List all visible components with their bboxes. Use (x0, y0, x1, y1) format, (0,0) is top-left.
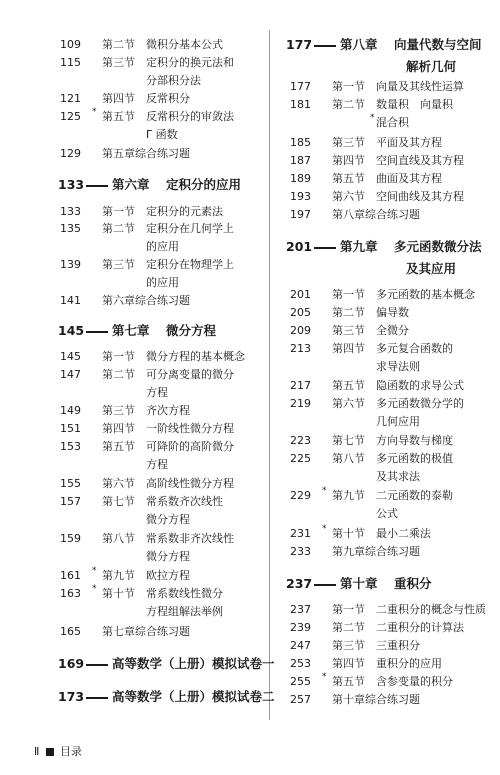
toc-section-number: 第六节 (332, 190, 365, 203)
toc-entry-title: 数量积 向量积 (376, 98, 453, 111)
chapter-page-number: 145 (58, 323, 85, 338)
toc-page-number: 201 (290, 288, 311, 301)
toc-section-number: 第三节 (102, 404, 135, 417)
chapter-label: 第七章 (112, 323, 150, 338)
chapter-label: 第十章 (340, 576, 378, 591)
toc-entry-title: 第五章综合练习题 (102, 147, 190, 160)
toc-section-number: 第六节 (102, 477, 135, 490)
toc-section-number: 第八节 (332, 452, 365, 465)
toc-entry-title: 二重积分的计算法 (376, 621, 464, 634)
toc-section-number: 第二节 (102, 38, 135, 51)
toc-section-number: 第四节 (332, 342, 365, 355)
toc-entry-title: 反常积分的审敛法 (146, 110, 234, 123)
toc-entry-title: 方程 (146, 386, 168, 399)
chapter-label: 第八章 (340, 37, 378, 52)
chapter-title: 高等数学（上册）模拟试卷二 (112, 689, 275, 704)
chapter-dash-rule (86, 697, 108, 699)
toc-entry-title: 几何应用 (376, 415, 420, 428)
footer-label: 目录 (60, 745, 82, 758)
toc-section-number: 第二节 (102, 368, 135, 381)
toc-section-number: 第五节 (332, 172, 365, 185)
toc-entry-title: 隐函数的求导公式 (376, 379, 464, 392)
toc-page-number: 145 (60, 350, 81, 363)
toc-entry-title: 三重积分 (376, 639, 420, 652)
chapter-page-number: 201 (286, 239, 313, 254)
toc-section-number: 第二节 (332, 98, 365, 111)
toc-entry-title: 最小二乘法 (376, 527, 431, 540)
toc-entry-title: 第七章综合练习题 (102, 625, 190, 638)
toc-entry-title: 方程 (146, 458, 168, 471)
toc-page-number: 163 (60, 587, 81, 600)
toc-page-number: 135 (60, 222, 81, 235)
toc-page-number: 205 (290, 306, 311, 319)
toc-entry-title: 二重积分的概念与性质 (376, 603, 486, 616)
toc-section-number: 第五节 (102, 440, 135, 453)
toc-entry-title: 第八章综合练习题 (332, 208, 420, 221)
toc-section-number: 第二节 (332, 306, 365, 319)
toc-entry-title: 偏导数 (376, 306, 409, 319)
toc-page-number: 233 (290, 545, 311, 558)
toc-entry-title: 含参变量的积分 (376, 675, 453, 688)
toc-entry-title: 微积分基本公式 (146, 38, 223, 51)
toc-page-number: 133 (60, 205, 81, 218)
toc-section-number: 第一节 (102, 350, 135, 363)
chapter-title: 微分方程 (166, 323, 217, 338)
toc-entry-title: 第九章综合练习题 (332, 545, 420, 558)
toc-entry-title: 定积分在物理学上 (146, 258, 234, 271)
toc-entry-title: 一阶线性微分方程 (146, 422, 234, 435)
chapter-page-number: 173 (58, 689, 85, 704)
toc-section-number: 第五节 (102, 110, 135, 123)
toc-page-number: 217 (290, 379, 311, 392)
toc-section-number: 第九节 (102, 569, 135, 582)
toc-page-number: 255 (290, 675, 311, 688)
chapter-dash-rule (86, 664, 108, 666)
toc-section-number: 第三节 (102, 258, 135, 271)
toc-section-number: 第四节 (332, 657, 365, 670)
toc-section-number: 第二节 (102, 222, 135, 235)
toc-entry-title: 的应用 (146, 276, 179, 289)
page-number: Ⅱ (34, 745, 40, 758)
toc-entry-title: 高阶线性微分方程 (146, 477, 234, 490)
chapter-dash-rule (314, 45, 336, 47)
toc-section-number: 第三节 (332, 136, 365, 149)
chapter-page-number: 169 (58, 656, 85, 671)
toc-page-number: 153 (60, 440, 81, 453)
toc-page-number: 185 (290, 136, 311, 149)
chapter-page-number: 133 (58, 177, 85, 192)
chapter-title: 高等数学（上册）模拟试卷一 (112, 656, 275, 671)
toc-page-number: 121 (60, 92, 81, 105)
toc-entry-title: 可降阶的高阶微分 (146, 440, 234, 453)
toc-entry-title: 定积分的元素法 (146, 205, 223, 218)
toc-entry-title: 方程组解法举例 (146, 605, 223, 618)
toc-entry-title: 反常积分 (146, 92, 190, 105)
toc-entry-title: 全微分 (376, 324, 409, 337)
toc-page-number: 139 (60, 258, 81, 271)
toc-section-number: 第八节 (102, 532, 135, 545)
toc-entry-title: 微分方程的基本概念 (146, 350, 245, 363)
toc-entry-title: 空间直线及其方程 (376, 154, 464, 167)
toc-page-number: 181 (290, 98, 311, 111)
toc-section-number: 第七节 (332, 434, 365, 447)
chapter-dash-rule (314, 584, 336, 586)
toc-section-number: 第四节 (332, 154, 365, 167)
toc-entry-title: 第六章综合练习题 (102, 294, 190, 307)
column-divider (269, 30, 270, 720)
optional-star-icon: * (92, 584, 97, 594)
toc-section-number: 第一节 (102, 205, 135, 218)
chapter-dash-rule (314, 247, 336, 249)
toc-entry-title: 定积分的换元法和 (146, 56, 234, 69)
chapter-title: 多元函数微分法 (394, 239, 482, 254)
chapter-title: 重积分 (394, 576, 432, 591)
chapter-label: 第九章 (340, 239, 378, 254)
toc-page-number: 155 (60, 477, 81, 490)
toc-section-number: 第七节 (102, 495, 135, 508)
toc-entry-title: 平面及其方程 (376, 136, 442, 149)
toc-page-number: 109 (60, 38, 81, 51)
toc-page-number: 147 (60, 368, 81, 381)
toc-section-number: 第九节 (332, 489, 365, 502)
toc-section-number: 第五节 (332, 379, 365, 392)
toc-page-number: 197 (290, 208, 311, 221)
toc-entry-title: 公式 (376, 507, 398, 520)
toc-page-number: 253 (290, 657, 311, 670)
toc-page-number: 157 (60, 495, 81, 508)
toc-page-number: 165 (60, 625, 81, 638)
toc-entry-title: 多元函数的基本概念 (376, 288, 475, 301)
chapter-label: 第六章 (112, 177, 150, 192)
toc-section-number: 第三节 (102, 56, 135, 69)
toc-entry-title: 常系数线性微分 (146, 587, 223, 600)
toc-section-number: 第三节 (332, 639, 365, 652)
toc-page-number: 237 (290, 603, 311, 616)
toc-section-number: 第十节 (102, 587, 135, 600)
toc-entry-title: 向量及其线性运算 (376, 80, 464, 93)
toc-page-number: 209 (290, 324, 311, 337)
toc-section-number: 第十节 (332, 527, 365, 540)
toc-page-number: 247 (290, 639, 311, 652)
toc-entry-title: 定积分在几何学上 (146, 222, 234, 235)
toc-page-number: 149 (60, 404, 81, 417)
chapter-page-number: 177 (286, 37, 313, 52)
toc-entry-title: 常系数非齐次线性 (146, 532, 234, 545)
optional-star-icon: * (92, 107, 97, 117)
toc-page-number: 213 (290, 342, 311, 355)
chapter-title: 向量代数与空间 (394, 37, 482, 52)
optional-star-icon: * (92, 566, 97, 576)
toc-page-number: 177 (290, 80, 311, 93)
toc-page-number: 225 (290, 452, 311, 465)
toc-entry-title: 混合积 (376, 116, 409, 129)
toc-entry-title: 分部积分法 (146, 74, 201, 87)
toc-entry-title: 重积分的应用 (376, 657, 442, 670)
toc-page-number: 161 (60, 569, 81, 582)
toc-entry-title: 求导法则 (376, 360, 420, 373)
toc-page-number: 257 (290, 693, 311, 706)
chapter-title: 定积分的应用 (166, 177, 242, 192)
toc-page-number: 229 (290, 489, 311, 502)
optional-star-icon: * (322, 486, 327, 496)
toc-page-number: 189 (290, 172, 311, 185)
toc-page-number: 125 (60, 110, 81, 123)
toc-section-number: 第五节 (332, 675, 365, 688)
toc-section-number: 第四节 (102, 92, 135, 105)
toc-entry-title: Γ 函数 (146, 128, 178, 141)
toc-entry-title: 多元函数微分学的 (376, 397, 464, 410)
chapter-dash-rule (86, 331, 108, 333)
toc-page-number: 141 (60, 294, 81, 307)
optional-star-icon: * (322, 672, 327, 682)
toc-section-number: 第一节 (332, 80, 365, 93)
toc-entry-title: 常系数齐次线性 (146, 495, 223, 508)
toc-page-number: 151 (60, 422, 81, 435)
toc-entry-title: 微分方程 (146, 550, 190, 563)
toc-entry-title: 方向导数与梯度 (376, 434, 453, 447)
toc-entry-title: 的应用 (146, 240, 179, 253)
toc-page-number: 231 (290, 527, 311, 540)
toc-entry-title: 空间曲线及其方程 (376, 190, 464, 203)
toc-section-number: 第三节 (332, 324, 365, 337)
toc-section-number: 第四节 (102, 422, 135, 435)
toc-page-number: 223 (290, 434, 311, 447)
optional-star-icon: * (322, 524, 327, 534)
chapter-title-continued: 解析几何 (406, 59, 457, 74)
toc-entry-title: 第十章综合练习题 (332, 693, 420, 706)
toc-entry-title: 及其求法 (376, 470, 420, 483)
toc-page-number: 193 (290, 190, 311, 203)
toc-entry-title: 可分离变量的微分 (146, 368, 234, 381)
toc-entry-title: 二元函数的泰勒 (376, 489, 453, 502)
toc-entry-title: 齐次方程 (146, 404, 190, 417)
chapter-dash-rule (86, 185, 108, 187)
toc-page-number: 115 (60, 56, 81, 69)
toc-page-number: 187 (290, 154, 311, 167)
toc-entry-title: 微分方程 (146, 513, 190, 526)
toc-section-number: 第二节 (332, 621, 365, 634)
toc-entry-title: 欧拉方程 (146, 569, 190, 582)
toc-page-number: 219 (290, 397, 311, 410)
square-bullet-icon (46, 748, 54, 756)
optional-star-icon: * (370, 113, 375, 123)
toc-section-number: 第一节 (332, 603, 365, 616)
toc-section-number: 第一节 (332, 288, 365, 301)
toc-entry-title: 多元复合函数的 (376, 342, 453, 355)
toc-section-number: 第六节 (332, 397, 365, 410)
toc-entry-title: 多元函数的极值 (376, 452, 453, 465)
chapter-title-continued: 及其应用 (406, 261, 457, 276)
toc-page-number: 239 (290, 621, 311, 634)
toc-page-number: 159 (60, 532, 81, 545)
chapter-page-number: 237 (286, 576, 313, 591)
toc-entry-title: 曲面及其方程 (376, 172, 442, 185)
toc-page-number: 129 (60, 147, 81, 160)
